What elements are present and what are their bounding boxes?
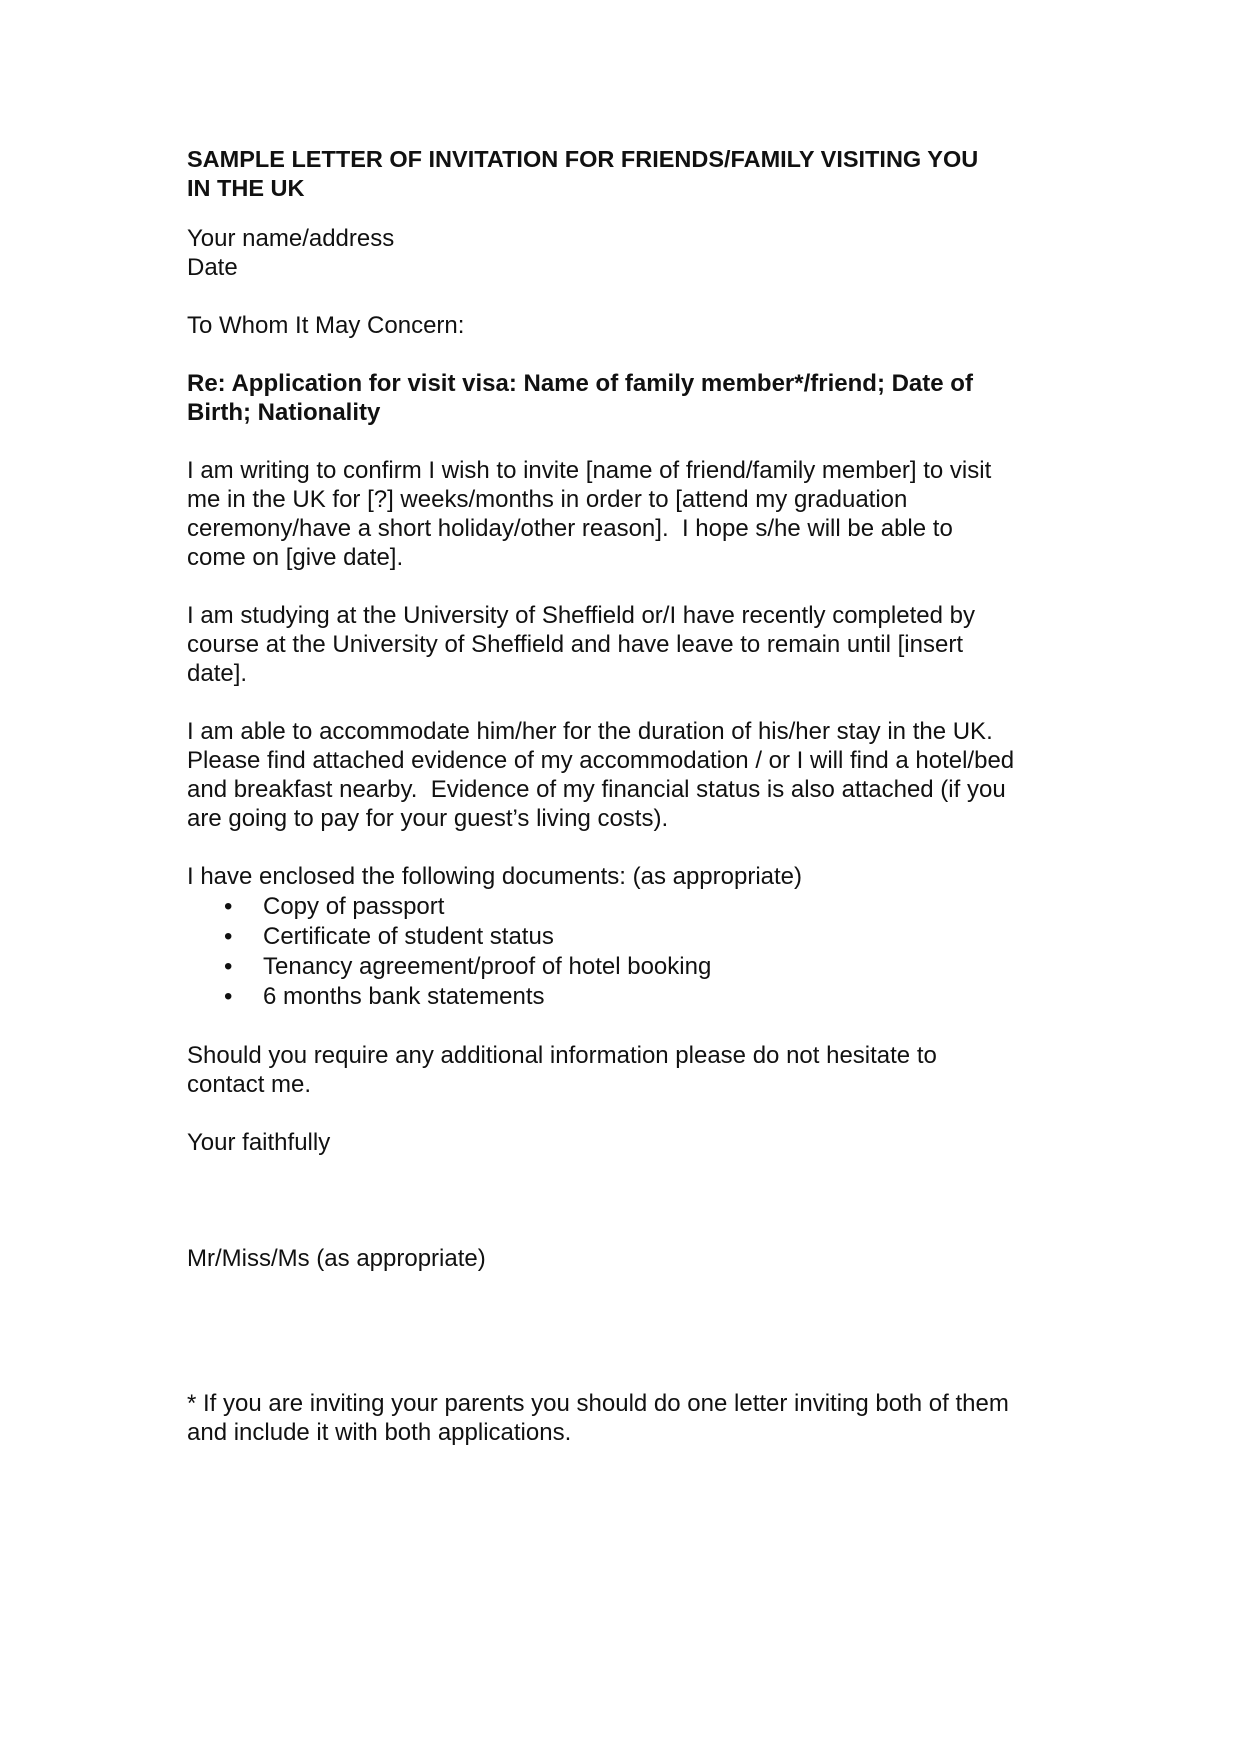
signatory-text: Mr/Miss/Ms (as appropriate) [187, 1245, 486, 1272]
signature-space [187, 1157, 1067, 1244]
paragraph-line: course at the University of Sheffield and have leave to remain until [insert [187, 631, 963, 658]
subject-line-1: Re: Application for visit visa: Name of family member*/friend; Date of [187, 370, 973, 397]
sender-date: Date [187, 254, 238, 281]
list-item-text: Certificate of student status [263, 923, 554, 950]
paragraph-line: ceremony/have a short holiday/other reason]. I hope s/he will be able to [187, 515, 953, 542]
paragraph-line: I am writing to confirm I wish to invite [name of friend/family member] to visit [187, 457, 992, 484]
sender-name-address: Your name/address [187, 225, 395, 252]
subject-line [187, 369, 1067, 427]
bullet-icon: • [224, 953, 233, 980]
bullet-icon: • [224, 893, 233, 920]
paragraph-line: me in the UK for [?] weeks/months in order to [attend my graduation [187, 486, 908, 513]
signatory [187, 1244, 1067, 1273]
list-item [187, 892, 1067, 922]
paragraph-line: come on [give date]. [187, 544, 404, 571]
sender-block [187, 224, 1067, 282]
list-item [187, 922, 1067, 952]
salutation-text: To Whom It May Concern: [187, 312, 465, 339]
paragraph-line: and breakfast nearby. Evidence of my financial status is also attached (if you [187, 776, 1006, 803]
bullet-icon: • [224, 983, 233, 1010]
title-line-1: SAMPLE LETTER OF INVITATION FOR FRIENDS/FAMILY VISITING YOU [187, 146, 979, 172]
paragraph-study-status [187, 601, 1067, 688]
list-item [187, 952, 1067, 982]
salutation [187, 311, 1067, 340]
paragraph-line: I am able to accommodate him/her for the duration of his/her stay in the UK. [187, 718, 993, 745]
list-item-text: Tenancy agreement/proof of hotel booking [263, 953, 712, 980]
closing [187, 1128, 1067, 1157]
footnote-line: * If you are inviting your parents you should do one letter inviting both of them [187, 1390, 1009, 1417]
bullet-icon: • [224, 923, 233, 950]
paragraph-accommodation [187, 717, 1067, 833]
list-item [187, 982, 1067, 1012]
paragraph-line: Please find attached evidence of my accommodation / or I will find a hotel/bed [187, 747, 1015, 774]
documents-intro: I have enclosed the following documents: (as appropriate) [187, 863, 803, 890]
paragraph-contact [187, 1041, 1067, 1099]
paragraph-line: I am studying at the University of Sheffield or/I have recently completed by [187, 602, 975, 629]
list-item-text: Copy of passport [263, 893, 445, 920]
enclosed-documents [187, 862, 1067, 1012]
paragraph-line: contact me. [187, 1071, 312, 1098]
subject-line-2: Birth; Nationality [187, 399, 381, 426]
footnote-spacer [187, 1273, 1067, 1389]
list-item-text: 6 months bank statements [263, 983, 545, 1010]
documents-list [187, 892, 1067, 1012]
closing-text: Your faithfully [187, 1129, 331, 1156]
paragraph-line: date]. [187, 660, 248, 687]
document-title [187, 145, 1067, 203]
paragraph-invitation [187, 456, 1067, 572]
title-line-2: IN THE UK [187, 175, 305, 201]
letter-page [187, 145, 1067, 1447]
footnote-line: and include it with both applications. [187, 1419, 572, 1446]
paragraph-line: are going to pay for your guest’s living costs). [187, 805, 669, 832]
paragraph-line: Should you require any additional information please do not hesitate to [187, 1042, 937, 1069]
footnote [187, 1389, 1067, 1447]
